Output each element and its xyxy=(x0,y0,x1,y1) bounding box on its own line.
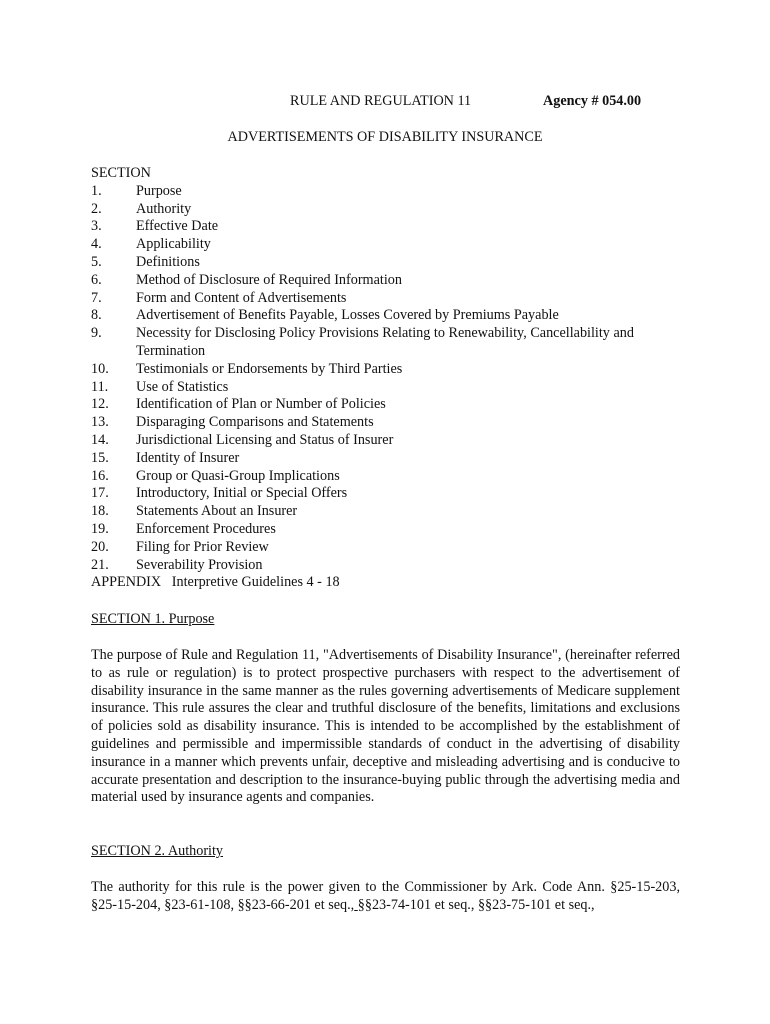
toc-item xyxy=(91,290,681,308)
toc-item-number: 19. xyxy=(91,520,109,537)
toc-item-number: 1. xyxy=(91,182,102,199)
toc-item-number: 5. xyxy=(91,253,102,270)
toc-item-number: 21. xyxy=(91,556,109,573)
toc-item-label: Filing for Prior Review xyxy=(136,538,269,555)
toc-item-label: Enforcement Procedures xyxy=(136,520,276,537)
toc-item xyxy=(91,218,681,236)
toc-item-label: Statements About an Insurer xyxy=(136,503,298,520)
toc-item-label: Severability Provision xyxy=(136,556,263,573)
rule-title: RULE AND REGULATION 11 xyxy=(290,93,472,109)
toc-item-number: 7. xyxy=(91,289,102,306)
toc-item-number: 8. xyxy=(91,307,102,324)
toc-item xyxy=(91,396,681,414)
toc-item xyxy=(91,432,681,450)
toc-item-number: 17. xyxy=(91,485,109,502)
toc-item xyxy=(91,272,681,290)
toc-item-number: 10. xyxy=(91,360,109,377)
section-2-heading: SECTION 2. Authority xyxy=(91,843,224,859)
toc-item-number: 16. xyxy=(91,467,109,484)
toc-item xyxy=(91,254,681,272)
toc-appendix: APPENDIX Interpretive Guidelines 4 - 18 xyxy=(91,574,340,591)
toc-item-label: Definitions xyxy=(136,253,200,270)
toc-item xyxy=(91,485,681,503)
section-1-body: The purpose of Rule and Regulation 11, "Advertisements of Disability Insurance", (hereinafter referred to as rule or regulation) is to protect prospective purchasers with respect to the advertisement of disability insurance in the same manner as the rules governing advertisements of Medicare supplement insurance. This rule assures the clear and truthful disclosure of the benefits, limitations and exclusions of policies sold as disability insurance. This is intended to be accomplished by the establishment of guidelines and permissible and impermissible standards of conduct in the advertising of disability insurance in a manner which prevents unfair, deceptive and misleading advertising and is conducive to accurate presentation and description to the insurance-buying public through the advertising media and material used by insurance agents and companies. xyxy=(91,647,680,806)
toc-item-label: Purpose xyxy=(136,182,182,199)
toc-item xyxy=(91,183,681,201)
toc-item xyxy=(91,379,681,397)
toc-item-label: Use of Statistics xyxy=(136,378,229,395)
toc-item-number: 14. xyxy=(91,431,109,448)
toc-list xyxy=(91,183,681,575)
toc-item-label: Group or Quasi-Group Implications xyxy=(136,467,340,484)
toc-item-number: 18. xyxy=(91,503,109,520)
toc-item-number: 12. xyxy=(91,396,109,413)
toc-item-label: Method of Disclosure of Required Information xyxy=(136,271,402,288)
toc-item-label: Form and Content of Advertisements xyxy=(136,289,347,306)
toc-heading: SECTION xyxy=(91,165,151,181)
toc-item-label: Introductory, Initial or Special Offers xyxy=(136,485,348,502)
section-2-body-part1: The authority for this rule is the power given to the Commissioner by Ark. Code Ann. §25-15-203, §25-15-204, §23-61-108, §§23-66-201 et seq., xyxy=(91,879,680,913)
toc-item-label: Jurisdictional Licensing and Status of Insurer xyxy=(136,431,394,448)
toc-item-label: Testimonials or Endorsements by Third Parties xyxy=(136,360,403,377)
toc-item xyxy=(91,307,681,325)
toc-item xyxy=(91,539,681,557)
toc-item-number: 2. xyxy=(91,200,102,217)
toc-item xyxy=(91,361,681,379)
toc-item xyxy=(91,450,681,468)
toc-item xyxy=(91,468,681,486)
toc-item-label: Disparaging Comparisons and Statements xyxy=(136,414,374,431)
toc-item-label: Identification of Plan or Number of Policies xyxy=(136,396,386,413)
toc-item-label: Necessity for Disclosing Policy Provisions Relating to Renewability, Cancellability and Termination xyxy=(136,325,634,359)
toc-item-number: 13. xyxy=(91,414,109,431)
toc-item-label: Advertisement of Benefits Payable, Losses Covered by Premiums Payable xyxy=(136,307,559,324)
toc-item-label: Effective Date xyxy=(136,218,219,235)
toc-item-label: Authority xyxy=(136,200,192,217)
toc-item-label: Identity of Insurer xyxy=(136,449,240,466)
toc-item xyxy=(91,414,681,432)
toc-item-number: 4. xyxy=(91,236,102,253)
document-title: ADVERTISEMENTS OF DISABILITY INSURANCE xyxy=(227,129,543,145)
toc-item-number: 3. xyxy=(91,218,102,235)
toc-item xyxy=(91,236,681,254)
section-1-heading: SECTION 1. Purpose xyxy=(91,611,215,627)
toc-item-number: 11. xyxy=(91,378,109,395)
toc-item xyxy=(91,325,681,361)
toc-item xyxy=(91,521,681,539)
toc-item xyxy=(91,557,681,575)
toc-item xyxy=(91,503,681,521)
toc-item-number: 6. xyxy=(91,271,102,288)
toc-item-number: 20. xyxy=(91,538,109,555)
toc-item xyxy=(91,201,681,219)
section-2-body-part2: §§23-74-101 et seq., §§23-75-101 et seq., xyxy=(357,896,595,913)
table-of-contents xyxy=(91,165,681,592)
toc-item-label: Applicability xyxy=(136,236,211,253)
toc-item-number: 9. xyxy=(91,325,102,342)
toc-item-number: 15. xyxy=(91,449,109,466)
section-2-body xyxy=(91,879,680,915)
page-header xyxy=(0,93,770,113)
agency-number: Agency # 054.00 xyxy=(543,93,642,109)
